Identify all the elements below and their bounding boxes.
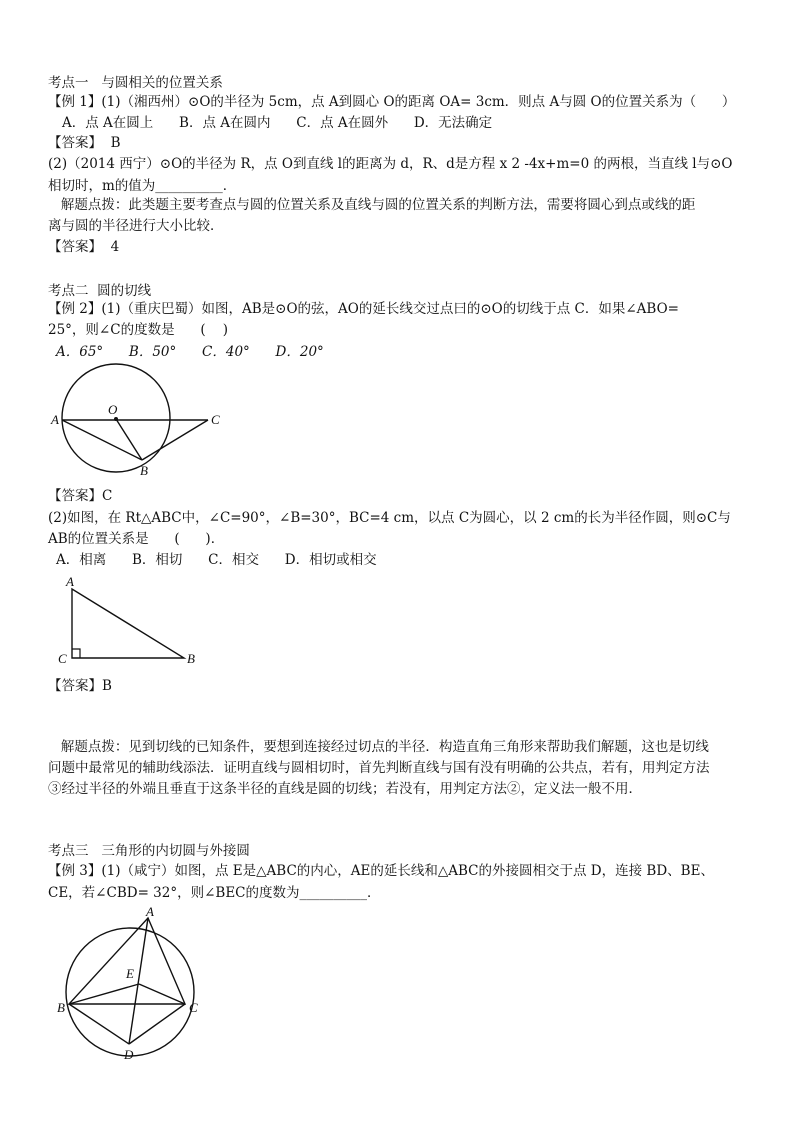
label-b: B (140, 463, 148, 478)
example1-question: 【例 1】(1)（湘西州）⊙O的半径为 5cm，点 A到圆心 O的距离 OA= 3cm．则点 A与圆 O的位置关系为（ ） (48, 94, 736, 110)
example1-2-question-line2: 相切时，m的值为__________． (48, 178, 237, 194)
label-a: A (66, 574, 74, 589)
line-be (69, 984, 139, 1004)
example1-options: A．点 A在圆上 B．点 A在圆内 C．点 A在圆外 D．无法确定 (62, 115, 493, 131)
label-o: O (108, 402, 118, 417)
right-angle-mark (72, 649, 80, 658)
label-a: A (51, 412, 59, 427)
example3-question-line1: 【例 3】(1)（咸宁）如图，点 E是△ABC的内心，AE的延长线和△ABC的外接圆相交于点 D，连接 BD、BE、 (48, 863, 714, 879)
section2-title: 考点二 圆的切线 (48, 283, 152, 299)
inscribed-circle-figure (52, 904, 222, 1064)
example2-2-question-line1: (2)如图，在 Rt△ABC中，∠C=90°，∠B=30°，BC=4 cm，以点 C为圆心，以 2 cm的长为半径作圆，则⊙C与 (48, 510, 731, 526)
label-c: C (58, 651, 67, 666)
example1-2-answer: 【答案】 4 (48, 239, 120, 255)
circle-tangent-figure (48, 362, 258, 482)
tip2-line3: ③经过半径的外端且垂直于这条半径的直线是圆的切线；若没有，用判定方法②，定义法一般不用． (48, 781, 642, 797)
label-a: A (146, 904, 154, 919)
label-b: B (57, 1000, 65, 1015)
example2-options: A．65° B．50° C．40° D．20° (56, 344, 324, 360)
example3-question-line2: CE，若∠CBD= 32°，则∠BEC的度数为__________． (48, 885, 381, 901)
example2-2-options: A．相离 B．相切 C．相交 D．相切或相交 (56, 552, 377, 568)
line-bd (69, 1004, 129, 1044)
example2-question-line2: 25°，则∠C的度数是 ( ) (48, 322, 229, 338)
example1-answer: 【答案】 B (48, 135, 121, 151)
tangent-bc (142, 420, 208, 460)
section1-title: 考点一 与圆相关的位置关系 (48, 75, 223, 91)
triangle-abc (69, 918, 185, 1004)
right-triangle-figure (52, 573, 212, 668)
line-ad (129, 918, 148, 1044)
label-b: B (187, 651, 195, 666)
triangle-abc (72, 589, 184, 658)
example2-question-line1: 【例 2】(1)（重庆巴蜀）如图，AB是⊙O的弦，AO的延长线交过点曰的⊙O的切线于点 C．如果∠ABO= (48, 301, 679, 317)
example1-2-question-line1: (2)（2014 西宁）⊙O的半径为 R，点 O到直线 l的距离为 d，R、d是方程 x 2 -4x+m=0 的两根，当直线 l与⊙O (48, 156, 733, 172)
tip2-line1: 解题点拨：见到切线的已知条件，要想到连接经过切点的半径．构造直角三角形来帮助我们解题，这也是切线 (48, 739, 709, 755)
point-o (114, 417, 118, 421)
tip2-line2: 问题中最常见的辅助线添法．证明直线与圆相切时，首先判断直线与国有没有明确的公共点，若有，用判定方法 (48, 760, 710, 776)
line-cd (129, 1004, 185, 1044)
label-c: C (211, 412, 220, 427)
example2-2-answer: 【答案】B (48, 678, 112, 694)
example2-2-question-line2: AB的位置关系是 ( )． (48, 531, 225, 547)
label-d: D (124, 1047, 134, 1062)
label-c: C (189, 1000, 198, 1015)
tip1-line1: 解题点拨：此类题主要考查点与圆的位置关系及直线与圆的位置关系的判断方法，需要将圆心到点或线的距 (48, 197, 696, 213)
example2-answer: 【答案】C (48, 488, 113, 504)
label-e: E (126, 966, 134, 981)
tip1-line2: 离与圆的半径进行大小比较． (48, 218, 224, 234)
section3-title: 考点三 三角形的内切圆与外接圆 (48, 843, 250, 859)
